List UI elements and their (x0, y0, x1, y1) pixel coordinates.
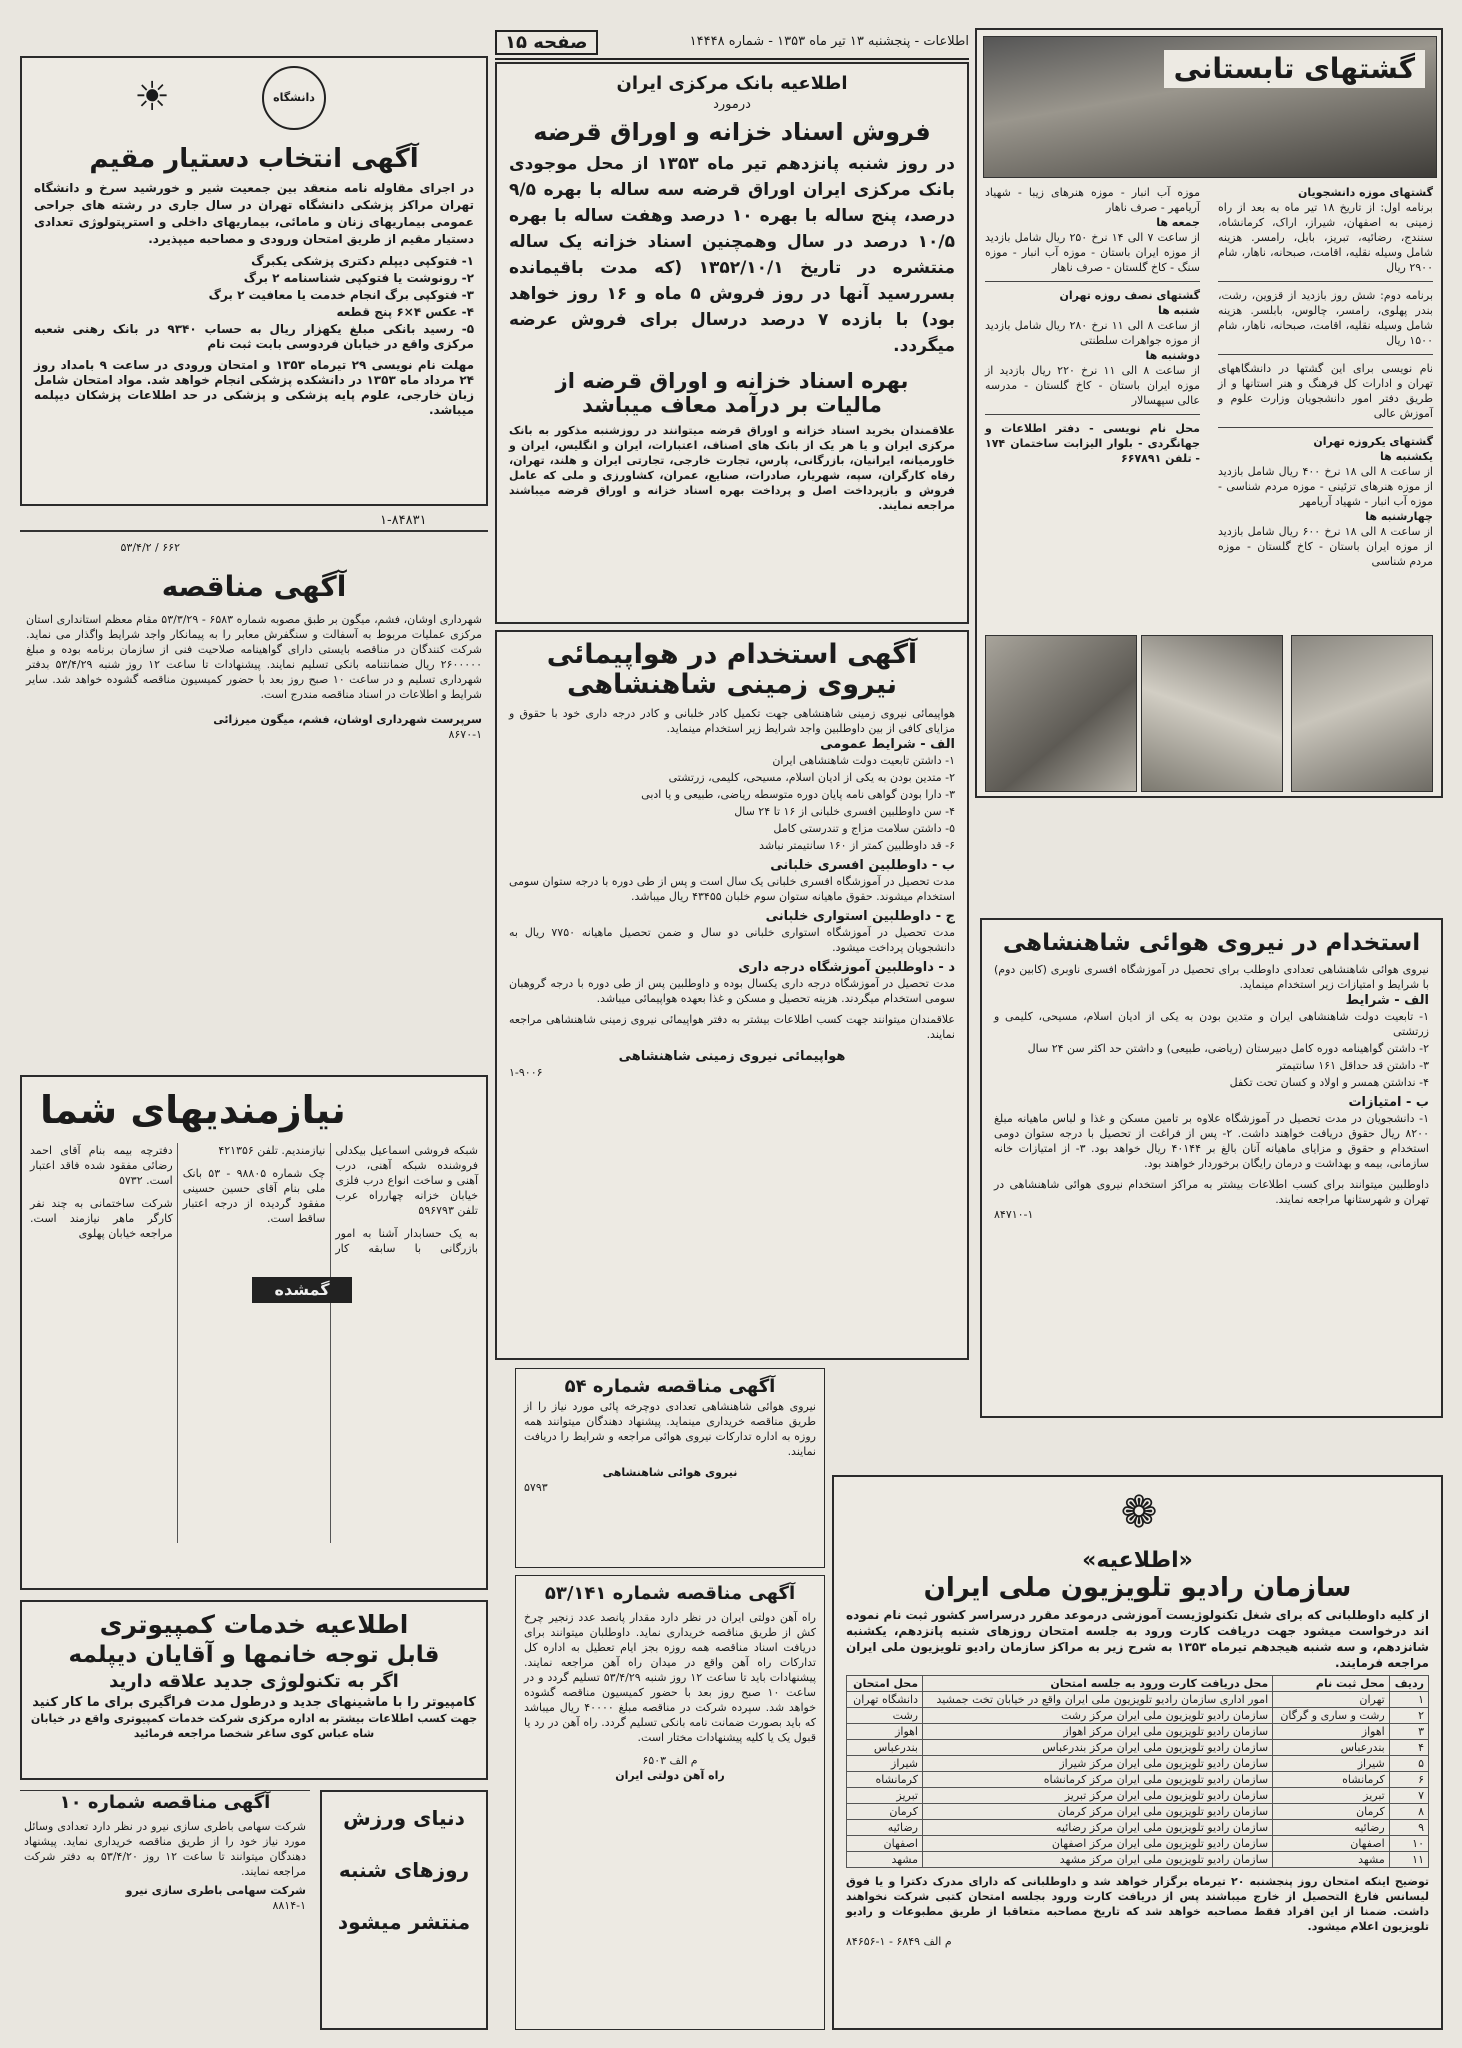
table-row (847, 1804, 1429, 1820)
sundays-title: یکشنبه ها (1380, 450, 1433, 463)
table-cell: ۹ (1389, 1820, 1428, 1836)
table-row (847, 1756, 1429, 1772)
radio-tv-notice (832, 1475, 1443, 2030)
computer-ad-title: اطلاعیه خدمات کمپیوتری (99, 1610, 409, 1639)
table-cell: اهواز (1273, 1724, 1390, 1740)
table-cell: مشهد (847, 1852, 923, 1868)
table-cell: سازمان رادیو تلویزیون ملی ایران مرکز مشهد (923, 1852, 1273, 1868)
air-force-hire-footer: داوطلبین میتوانند برای کسب اطلاعات بیشتر به مراکز استخدام نیروی هوائی شاهنشاهی در تهران و شهرستانها مراجعه نمایند. (994, 1178, 1429, 1206)
army-aviation-general-title: الف - شرایط عمومی (820, 737, 955, 752)
paper-date-line: اطلاعات - پنجشنبه ۱۳ تیر ماه ۱۳۵۳ - شماره ۱۴۴۴۸ (689, 34, 969, 49)
classified-item: شرکت ساختمانی به چند نفر کارگر ماهر نیازمند است. مراجعه خیابان پهلوی (30, 1197, 173, 1240)
table-row (847, 1708, 1429, 1724)
tech-text: مدت تحصیل در آموزشگاه درجه داری یکسال بوده و داوطلبین پس از طی دوره با درجه گروهبان سومی استخدام میگردند. هزینه تحصیل و مسکن و غذا بعهده هواپیمائی میباشد. (509, 977, 955, 1005)
table-cell: سازمان رادیو تلویزیون ملی ایران مرکز تبریز (923, 1788, 1273, 1804)
table-cell: سازمان رادیو تلویزیون ملی ایران مرکز اصفهان (923, 1836, 1273, 1852)
cond-item: ۲- داشتن گواهینامه دوره کامل دبیرستان (ریاضی، طبیعی) و داشتن حد اکثر سن ۲۴ سال (1027, 1042, 1429, 1055)
mondays-text: از ساعت ۸ الی ۱۱ نرخ ۲۲۰ ریال بازدید از موزه ایران باستان - کاخ گلستان - مدرسه عالی سپهسالار (985, 364, 1200, 407)
col-register: محل ثبت نام (1273, 1676, 1390, 1692)
classifieds-title: نیازمندیهای شما (40, 1088, 346, 1132)
saturdays-text: از ساعت ۸ الی ۱۱ نرخ ۲۸۰ ریال شامل بازدید از موزه جواهرات سلطنتی (985, 319, 1200, 347)
rail-tender-body: راه آهن دولتی ایران در نظر دارد مقدار پانصد عدد زنجیر چرخ کش از طریق مناقصه خریداری نماید. داوطلبان میتوانند برای دریافت اسناد مناقصه همه روزه بجز ایام تعطیل به اداره کل تدارکات راه آهن واقع در میدان راه آهن مراجعه نمایند. پیشنهادات باید تا ساعت ۱۲ روز شنبه ۵۳/۴/۲۹ تسلیم گردد و در ساعت ۱۰ صبح روز بعد با حضور کمیسیون مناقصه گشوده خواهد شد. سپرده شرکت در مناقصه مبلغ ۴۰۰۰۰ ریال میباشد که باید بصورت ضمانت نامه بانکی تسلیم گردد. راه آهن در رد یا قبول یک یا کلیه پیشنهادات مختار است. (524, 1611, 817, 1744)
col-exam: محل امتحان (847, 1676, 923, 1692)
classified-item: دفترچه بیمه بنام آقای احمد رضائی مفقود شده فاقد اعتبار است. ۵۷۳۲ (30, 1144, 173, 1187)
radio-tv-table (846, 1675, 1429, 1868)
general-item: ۲- متدین بودن به یکی از ادیان اسلام، مسیحی، کلیمی، زرتشتی (668, 771, 955, 784)
fridays-text: از ساعت ۷ الی ۱۴ نرخ ۲۵۰ ریال شامل بازدید از موزه ایران باستان - موزه آب انبار - موزه سنگ - کاخ گلستان - صرف ناهار (985, 231, 1200, 274)
fridays-title: جمعه ها (1156, 216, 1200, 229)
army-aviation-general-list (509, 753, 955, 853)
bank-notice-headline: فروش اسناد خزانه و اوراق قرضه (533, 118, 931, 146)
general-item: ۶- قد داوطلبین کمتر از ۱۶۰ سانتیمتر نباشد (759, 839, 955, 852)
table-cell: ۲ (1389, 1708, 1428, 1724)
program-two: برنامه دوم: شش روز بازدید از قزوین، رشت، بندر پهلوی، رامسر، چالوس، بابلسر. هزینه شامل وسیله نقلیه، اقامت، صبحانه، ناهار، شام ۱۵۰۰ ریال (1218, 289, 1433, 347)
table-cell: ۴ (1389, 1740, 1428, 1756)
tender-title: آگهی مناقصه (161, 570, 347, 603)
table-cell: ۳ (1389, 1724, 1428, 1740)
table-row (847, 1740, 1429, 1756)
air-force-benefit-title: ب - امتیازات (1348, 1095, 1429, 1110)
summer-tours-ad (975, 28, 1443, 798)
table-cell: ۱ (1389, 1692, 1428, 1708)
air-force-benefits: ۱- دانشجویان در مدت تحصیل در آموزشگاه علاوه بر تامین مسکن و غذا و لباس ماهیانه مبلغ ۸۲۰۰ ریال حقوق دریافت خواهند داشت. ۲- پس از فراغت از تحصیل با درجه ستوان دومی استخدام و حقوق و مزایای ماهیانه آنان بالغ بر ۴۰۱۴۴ ریال خواهد بود. ۳- از امتیازات خانه سازمانی، بیمه و بهداشت و درمان رایگان برخوردار خواهند بود. (994, 1112, 1429, 1170)
officer-text: مدت تحصیل در آموزشگاه افسری خلبانی یک سال است و پس از طی دوره با درجه ستوان سومی استخدام میشوند. حقوق ماهیانه ستوان سوم خلبان ۴۳۴۵۵ ریال میباشد. (509, 875, 955, 903)
resident-item: ۲- رونوشت یا فتوکپی شناسنامه ۲ برگ (243, 271, 474, 285)
table-cell: شیراز (1273, 1756, 1390, 1772)
nco-text: مدت تحصیل در آموزشگاه استواری خلبانی دو سال و ضمن تحصیل ماهیانه ۷۷۵۰ ریال به دانشجویان پرداخت میشود. (509, 926, 955, 954)
air-force-hire-title: استخدام در نیروی هوائی شاهنشاهی (1002, 930, 1421, 956)
air-force-hire-intro: نیروی هوائی شاهنشاهی تعدادی داوطلب برای تحصیل در آموزشگاه افسری ناوبری (کابین دوم) با شرایط و امتیازات زیر استخدام مینماید. (994, 963, 1429, 991)
interest-headline-1: بهره اسناد خزانه و اوراق قرضه از (555, 369, 909, 393)
table-header-row (847, 1676, 1429, 1692)
bank-notice-title: اطلاعیه بانک مرکزی ایران (616, 73, 848, 94)
bank-notice-footer: علاقمندان بخرید اسناد خزانه و اوراق قرضه میتوانند در روزشنبه مذکور به بانک مرکزی ایران و یا هر یک از بانک های اصناف، اعتبارات، ایران و انگلیس، ایران و خاورمیانه، ایرانیان، بازرگانی، پارس، تجارت خارجی، تجارتی ایران و هلند، تهران، رفاه کارگران، سپه، شهریار، صادرات، صنایع، عمران، کشاورزی و ملی که عامل فروش و بازپرداخت اصل و پرداخت بهره اسناد خزانه و اوراق قرضه میباشند مراجعه نمایند. (509, 424, 955, 512)
table-cell: سازمان رادیو تلویزیون ملی ایران مرکز اهواز (923, 1724, 1273, 1740)
officer-title: ب - داوطلبین افسری خلبانی (770, 858, 955, 873)
sundays-text: از ساعت ۸ الی ۱۸ نرخ ۴۰۰ ریال شامل بازدید از موزه هنرهای تزئینی - موزه مردم شناسی - موزه آب انبار - شهیاد آریامهر (1218, 465, 1433, 508)
radio-tv-notice-label: «اطلاعیه» (1082, 1548, 1193, 1573)
table-cell: سازمان رادیو تلویزیون ملی ایران مرکز کرمانشاه (923, 1772, 1273, 1788)
tender10-title: آگهی مناقصه شماره ۱۰ (59, 1792, 271, 1813)
tours-title: گشتهای تابستانی (1164, 50, 1425, 88)
radio-tv-intro: از کلیه داوطلبانی که برای شغل تکنولوژیست آموزشی درموعد مقرر درسراسر کشور ثبت نام نموده اند درخواست میشود جهت دریافت کارت ورود به جلسه امتحان روزهای شنبه پانزدهم، یکشنبه شانزدهم، و سه شنبه هیجدهم تیرماه ۱۳۵۳ به شرح زیر به مراکز سازمان رادیو تلویزیون ملی ایران مراجعه فرمایند. (846, 1608, 1429, 1670)
table-cell: رشت و ساری و گرگان (1273, 1708, 1390, 1724)
resident-ad-title: آگهی انتخاب دستیار مقیم (89, 144, 419, 174)
tender54-body: نیروی هوائی شاهنشاهی تعدادی دوچرخه پائی مورد نیاز را از طریق مناقصه خریداری مینماید. پیشنهاد دهندگان میتوانند همه روزه به اداره تدارکات نیروی هوائی مراجعه و شرایط را دریافت نمایند. (524, 1400, 816, 1458)
table-row (847, 1692, 1429, 1708)
table-cell: ۷ (1389, 1788, 1428, 1804)
table-row (847, 1836, 1429, 1852)
tender54-signer: نیروی هوائی شاهنشاهی (602, 1466, 738, 1479)
army-aviation-intro: هواپیمائی نیروی زمینی شاهنشاهی جهت تکمیل کادر خلبانی و کادر درجه داری خود با حقوق و مزایای کافی از بین داوطلبین واجد شرایط زیر استخدام مینماید. (509, 707, 955, 735)
tender-ref: ۶۶۲ / ۵۳/۴/۲ (120, 541, 180, 554)
cond-item: ۳- داشتن قد حداقل ۱۶۱ سانتیمتر (1276, 1059, 1429, 1072)
general-item: ۱- داشتن تابعیت دولت شاهنشاهی ایران (772, 754, 955, 767)
army-aviation-hiring-ad (495, 630, 969, 1360)
table-cell: شیراز (847, 1756, 923, 1772)
half-day-title: گشتهای نصف روزه تهران (1059, 289, 1200, 302)
resident-item: ۴- عکس ۴×۶ پنج قطعه (336, 305, 474, 319)
army-aviation-code: ۱-۹۰۰۶ (509, 1066, 543, 1079)
sports-line1: دنیای ورزش (343, 1806, 465, 1830)
rail-tender-title: آگهی مناقصه شماره ۵۳/۱۴۱ (544, 1583, 796, 1604)
table-cell: اصفهان (847, 1836, 923, 1852)
air-force-conds (994, 1009, 1429, 1090)
nco-title: ج - داوطلبین استواری خلبانی (765, 909, 955, 924)
table-cell: رضائیه (1273, 1820, 1390, 1836)
resident-ad-schedule: مهلت نام نویسی ۲۹ تیرماه ۱۳۵۳ و امتحان ورودی در ساعت ۹ بامداد روز ۲۴ مرداد ماه ۱۳۵۳ در دانشکده پزشکی انجام خواهد شد. مواد امتحان شامل زبان خارجی، علوم پایه پزشکی و پزشکی در حد اطلاعات پزشکان دیپلمه میباشد. (34, 358, 475, 417)
table-cell: کرمانشاه (847, 1772, 923, 1788)
sports-line3: منتشر میشود (337, 1910, 471, 1934)
tech-title: د - داوطلبین آموزشگاه درجه داری (738, 960, 955, 975)
general-item: ۳- دارا بودن گواهی نامه پایان دوره متوسطه ریاضی، طبیعی و یا ادبی (641, 788, 955, 801)
radio-tv-code: م الف ۶۸۴۹ - ۱-۸۴۶۵۶ (846, 1935, 952, 1948)
table-cell: بندرعباس (1273, 1740, 1390, 1756)
lost-title: گمشده (274, 1280, 330, 1299)
tour-photo-2 (1141, 635, 1283, 792)
classifieds-box (20, 1075, 488, 1590)
tender-notice (20, 530, 488, 1077)
mondays-title: دوشنبه ها (1145, 349, 1200, 362)
table-cell: ۵ (1389, 1756, 1428, 1772)
tour-photo-3 (985, 635, 1137, 792)
radio-tv-emblem-icon: ❁ (1120, 1487, 1158, 1538)
rail-tender-code: م الف ۶۵۰۳ (642, 1754, 698, 1767)
tender54-code: ۵۷۹۳ (524, 1481, 548, 1494)
one-day-title: گشتهای یکروزه تهران (1313, 435, 1433, 448)
resident-ad-items (34, 254, 474, 352)
radio-tv-table-body (847, 1692, 1429, 1868)
university-logo (262, 66, 326, 130)
university-logo-text: دانشگاه (273, 91, 315, 104)
general-item: ۴- سن داوطلبین افسری خلبانی از ۱۶ تا ۲۴ سال (734, 805, 955, 818)
computer-services-ad (20, 1600, 488, 1780)
computer-ad-line2: کامپیوتر را با ماشینهای جدید و درطول مدت فراگیری برای ما کار کنید (32, 1695, 476, 1710)
cond-item: ۴- نداشتن همسر و اولاد و کسان تحت تکفل (1229, 1076, 1429, 1089)
table-cell: ۱۰ (1389, 1836, 1428, 1852)
computer-ad-line1: اگر به تکنولوژی جدید علاقه دارید (109, 1671, 399, 1692)
page-header (495, 30, 969, 60)
air-force-hiring-ad (980, 918, 1443, 1418)
table-cell: کرمان (1273, 1804, 1390, 1820)
program-one: برنامه اول: از تاریخ ۱۸ تیر ماه به بعد از راه زمینی به اصفهان، شیراز، اراک، کرمانشاه، سنندج، رضائیه، تبریز، بابل، رامسر. هزینه شامل وسیله نقلیه، اقامت، صبحانه، ناهار، شام ۲۹۰۰ ریال (1218, 201, 1433, 274)
air-force-cond-title: الف - شرایط (1345, 993, 1429, 1008)
bank-notice-about: درمورد (713, 97, 751, 112)
page-number-label: صفحه ۱۵ (495, 30, 598, 55)
wednesdays-title: چهارشنبه ها (1365, 510, 1433, 523)
table-cell: دانشگاه تهران (847, 1692, 923, 1708)
table-row (847, 1852, 1429, 1868)
table-row (847, 1820, 1429, 1836)
table-cell: تبریز (847, 1788, 923, 1804)
tender-body: شهرداری اوشان، فشم، میگون بر طبق مصوبه شماره ۶۵۸۳ - ۵۳/۳/۲۹ مقام معظم استانداری استان مرکزی عملیات مربوط به آسفالت و سنگفرش معابر را به پیمانکار واجد شرایط واگذار می نماید. شرکت کنندگان در مناقصه بایستی دارای گواهینامه صلاحیت فنی از سازمان برنامه بوده و مبلغ ۲۶۰۰۰۰۰ ریال ضمانتنامه بانکی تسلیم نمایند. پیشنهادات تا ساعت ۱۲ روز شنبه ۵۳/۴/۲۹ بدفتر شهرداری تسلیم و در ساعت ۱۰ صبح روز بعد با حضور کمیسیون مناقصه گشوده خواهد شد. سایر شرایط و اطلاعات در اسناد مناقصه مندرج است. (26, 613, 483, 701)
table-cell: سازمان رادیو تلویزیون ملی ایران مرکز شیراز (923, 1756, 1273, 1772)
tour-photo-1 (1291, 635, 1433, 792)
student-tours-title: گشتهای موزه دانشجویان (1298, 186, 1433, 199)
army-aviation-title-1: آگهی استخدام در هواپیمائی (546, 639, 918, 670)
table-cell: تبریز (1273, 1788, 1390, 1804)
tender-54 (515, 1368, 825, 1568)
table-cell: ۱۱ (1389, 1852, 1428, 1868)
army-aviation-title-2: نیروی زمینی شاهنشاهی (567, 669, 897, 700)
table-row (847, 1772, 1429, 1788)
radio-tv-footer: توضیح اینکه امتحان روز پنجشنبه ۲۰ تیرماه برگزار خواهد شد و داوطلبانی که دارای مدرک دکترا و یا فوق لیسانس فارغ التحصیل از خارج میباشند پس از دریافت کارت ورود بجلسه امتحان کتبی شرکت نخواهند داشت. ضمنا از این افراد فقط مصاحبه خواهد شد که تاریخ مصاحبه متعاقبا از طریق مطبوعات و رادیو تلویزیون اعلام میشود. (846, 1875, 1429, 1933)
col-card: محل دریافت کارت ورود به جلسه امتحان (923, 1676, 1273, 1692)
air-force-hire-code: ۸۴۷۱۰-۱ (994, 1208, 1034, 1221)
cond-item: ۱- تابعیت دولت شاهنشاهی ایران و متدین بودن به یکی از ادیان اسلام، مسیحی، کلیمی و زرتشتی (994, 1010, 1429, 1038)
register-note: نام نویسی برای این گشتها در دانشگاههای تهران و ادارات کل فرهنگ و هنر استانها و از طریق دفتر امور دانشجویان وزارت علوم و آموزش عالی (1218, 362, 1433, 420)
resident-item: ۵- رسید بانکی مبلغ یکهزار ریال به حساب ۹۳۴۰ در بانک رهنی شعبه مرکزی واقع در خیابان فردوسی بابت ثبت نام (34, 322, 475, 351)
army-aviation-footer: علاقمندان میتوانند جهت کسب اطلاعات بیشتر به دفتر هواپیمائی نیروی زمینی شاهنشاهی مراجعه نمایند. (509, 1013, 955, 1041)
table-cell: اهواز (847, 1724, 923, 1740)
table-cell: سازمان رادیو تلویزیون ملی ایران مرکز کرمان (923, 1804, 1273, 1820)
table-cell: سازمان رادیو تلویزیون ملی ایران مرکز رشت (923, 1708, 1273, 1724)
tender-10 (20, 1790, 310, 2031)
resident-item: ۱- فتوکپی دیپلم دکتری پزشکی یکبرگ (251, 254, 474, 268)
saturdays-title: شنبه ها (1157, 304, 1200, 317)
tender-code: ۸۶۷۰-۱ (448, 728, 482, 741)
col-row: ردیف (1389, 1676, 1428, 1692)
tours-contact: محل نام نویسی - دفتر اطلاعات و جهانگردی - بلوار الیزابت ساختمان ۱۷۴ - تلفن ۶۶۷۸۹۱ (985, 422, 1200, 465)
table-row (847, 1724, 1429, 1740)
table-row (847, 1788, 1429, 1804)
central-bank-notice (495, 62, 969, 624)
table-cell: رشت (847, 1708, 923, 1724)
table-cell: بندرعباس (847, 1740, 923, 1756)
table-cell: سازمان رادیو تلویزیون ملی ایران مرکز بندرعباس (923, 1740, 1273, 1756)
classified-item: شبکه فروشی اسماعیل بیکدلی فروشنده شبکه آهنی، درب آهنی و ساخت انواع درب فلزی خیابان خزانه چهارراه عرب تلفن ۵۹۶۷۹۳ (335, 1144, 478, 1217)
interest-headline-2: مالیات بر درآمد معاف میباشد (582, 393, 882, 417)
tours-right-column (1218, 185, 1433, 569)
rail-tender-signer: راه آهن دولتی ایران (615, 1769, 725, 1782)
sports-line2: روزهای شنبه (338, 1858, 470, 1882)
classifieds-list (30, 1143, 478, 1543)
tender10-code: ۸۸۱۴-۱ (272, 1899, 306, 1912)
computer-ad-line3: جهت کسب اطلاعات بیشتر به اداره مرکزی شرکت خدمات کمپیوتری واقع در خیابان شاه عباس کوی ساغر شخصا مراجعه فرمائید (30, 1712, 478, 1740)
tender10-body: شرکت سهامی باطری سازی نیرو در نظر دارد تعدادی وسائل مورد نیاز خود را از طریق مناقصه خریداری نماید. پیشنهاد دهندگان میتوانند تا ساعت ۱۲ روز ۵۳/۴/۲۰ به دفتر شرکت مراجعه نمایند. (24, 1820, 307, 1878)
bank-notice-body: در روز شنبه پانزدهم تیر ماه ۱۳۵۳ از محل موجودی بانک مرکزی ایران اوراق قرضه سه ساله با بهره ۹/۵ درصد، پنج ساله با بهره ۱۰ درصد وهفت ساله با بهره ۱۰/۵ درصد در سال وهمچنین اسناد خزانه یک ساله منتشره در تاریخ ۱۳۵۲/۱۰/۱ (که مدت باقیمانده بسررسید آنها در روز فروش ۵ ماه و ۱۶ روز خواهد بود) با بازده ۷ درصد درسال برای فروش عرضه میگردد. (509, 154, 956, 356)
computer-ad-subtitle: قابل توجه خانمها و آقایان دیپلمه (68, 1642, 440, 1668)
table-cell: کرمان (847, 1804, 923, 1820)
railway-tender (515, 1575, 825, 2030)
museum-note: موزه آب انبار - موزه هنرهای زیبا - شهیاد آریامهر - صرف ناهار (985, 186, 1200, 214)
resident-ad-code: ۱-۸۴۸۳۱ (380, 513, 427, 528)
table-cell: ۶ (1389, 1772, 1428, 1788)
tender10-signer: شرکت سهامی باطری سازی نیرو (125, 1884, 306, 1897)
army-aviation-signature: هواپیمائی نیروی زمینی شاهنشاهی (618, 1049, 846, 1064)
wednesdays-text: از ساعت ۸ الی ۱۸ نرخ ۶۰۰ ریال شامل بازدید از موزه ایران باستان - کاخ گلستان - موزه مردم شناسی (1218, 525, 1433, 568)
general-item: ۵- داشتن سلامت مزاج و تندرستی کامل (773, 822, 955, 835)
resident-item: ۳- فتوکپی برگ انجام خدمت یا معافیت ۲ برگ (208, 288, 474, 302)
table-cell: مشهد (1273, 1852, 1390, 1868)
table-cell: اصفهان (1273, 1836, 1390, 1852)
classified-item: به یک حسابدار آشنا به امور بازرگانی با سابقه کار نیازمندیم. تلفن ۴۲۱۳۵۶ (218, 1144, 478, 1255)
table-cell: امور اداری سازمان رادیو تلویزیون ملی ایران واقع در خیابان تخت جمشید (923, 1692, 1273, 1708)
table-cell: کرمانشاه (1273, 1772, 1390, 1788)
lost-banner (252, 1277, 352, 1303)
classified-item: چک شماره ۹۸۸۰۵ - ۵۳ بانک ملی بنام آقای حسین حسینی مفقود گردیده از درجه اعتبار ساقط است. (182, 1167, 326, 1225)
table-cell: سازمان رادیو تلویزیون ملی ایران مرکز رضائیه (923, 1820, 1273, 1836)
tender-signature: سرپرست شهرداری اوشان، فشم، میگون میرزائی (213, 713, 482, 726)
table-cell: تهران (1273, 1692, 1390, 1708)
lion-sun-emblem-icon: ☀ (134, 74, 170, 120)
radio-tv-title: سازمان رادیو تلویزیون ملی ایران (923, 1573, 1352, 1603)
resident-selection-ad (20, 56, 488, 506)
sports-world-box (320, 1790, 488, 2030)
table-cell: ۸ (1389, 1804, 1428, 1820)
tender54-title: آگهی مناقصه شماره ۵۴ (564, 1376, 776, 1397)
resident-ad-body: در اجرای مقاوله نامه منعقد بین جمعیت شیر و خورشید سرخ و دانشگاه تهران مراکز پزشکی دانشگاه تهران در سال جاری در رشته های جراحی عمومی بیماریهای زنان و مامائی، بیماریهای داخلی و استرپتولوژی تعدادی دستیار مقیم از طریق امتحان ورودی و مصاحبه میپذیرد. (34, 181, 474, 246)
table-cell: رضائیه (847, 1820, 923, 1836)
tours-left-column (985, 185, 1200, 466)
